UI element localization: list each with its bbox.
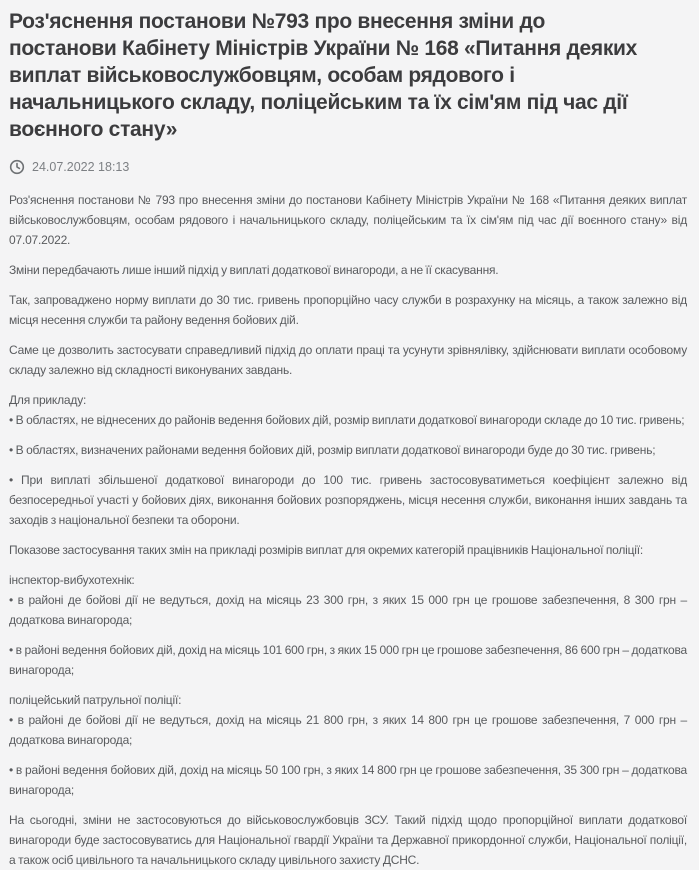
bullet-patrol-no-combat: • в районі де бойові дії не ведуться, дохід на місяць 21 800 грн, з яких 14 800 грн це грошове забезпечення, 7 000 грн – додаткова винагорода; bbox=[9, 713, 687, 747]
publish-meta bbox=[9, 159, 687, 175]
publish-date: 24.07.2022 18:13 bbox=[32, 160, 130, 174]
paragraph-changes: Зміни передбачають лише інший підхід у виплаті додаткової винагороди, а не її скасування. bbox=[9, 263, 499, 277]
bullet-oblast-no-combat-10k: • В областях, не віднесених до районів ведення бойових дій, розмір виплати додаткової винагороди складе до 10 тис. гривень; bbox=[9, 413, 685, 427]
paragraph-police-examples: Показове застосування таких змін на прикладі розмірів виплат для окремих категорій працівників Національної поліції: bbox=[9, 543, 644, 557]
paragraph-fair-approach: Саме це дозволить застосувати справедливий підхід до оплати праці та усунути зрівнялівку, здійснювати виплати особовому складу залежно від складності виконуваних завдань. bbox=[9, 343, 687, 377]
bullet-inspector-no-combat: • в районі де бойові дії не ведуться, дохід на місяць 23 300 грн, з яких 15 000 грн це грошове забезпечення, 8 300 грн – додаткова винагорода; bbox=[9, 593, 687, 627]
page-title: Роз'яснення постанови №793 про внесення зміни до постанови Кабінету Міністрів України № 168 «Питання деяких виплат військовослужбовцям, особам рядового і начальницького складу, поліцейським та їх сім'ям під час дії воєнного стану» bbox=[9, 10, 638, 141]
bullet-patrol-combat: • в районі ведення бойових дій, дохід на місяць 50 100 грн, з яких 14 800 грн це грошове забезпечення, 35 300 грн – додаткова винагорода; bbox=[9, 763, 687, 797]
label-inspector: інспектор-вибухотехнік: bbox=[9, 573, 135, 587]
bullet-inspector-combat: • в районі ведення бойових дій, дохід на місяць 101 600 грн, з яких 15 000 грн це грошове забезпечення, 86 600 грн – додаткова винагорода; bbox=[9, 643, 687, 677]
paragraph-lead: Роз'яснення постанови № 793 про внесення зміни до постанови Кабінету Міністрів України № 168 «Питання деяких виплат військовослужбовцям, особам рядового і начальницького складу, поліцейським та їх сім'ям під час дії воєнного стану» від 07.07.2022. bbox=[9, 193, 687, 247]
article-body bbox=[9, 190, 687, 870]
paragraph-final: На сьогодні, зміни не застосовуються до військовослужбовців ЗСУ. Такий підхід щодо пропорційної виплати додаткової винагороди буде застосовуватись для Національної гвардії України та Державної прикордонної служби, Національної поліції, а також осіб цивільного та начальницького складу цивільного захисту ДСНС. bbox=[9, 813, 687, 867]
bullet-100k-coefficient: • При виплаті збільшеної додаткової винагороди до 100 тис. гривень застосовуватиметься коефіцієнт залежно від безпосередньої участі у бойових діях, виконання бойових розпоряджень, місця несення служби, виконання інших завдань та заходів з національної безпеки та оборони. bbox=[9, 473, 687, 527]
bullet-oblast-combat-30k: • В областях, визначених районами ведення бойових дій, розмір виплати додаткової винагороди буде до 30 тис. гривень; bbox=[9, 443, 656, 457]
clock-icon bbox=[9, 159, 25, 175]
examples-label: Для прикладу: bbox=[9, 393, 87, 407]
label-patrol-officer: поліцейський патрульної поліції: bbox=[9, 693, 182, 707]
paragraph-payment-norm: Так, запроваджено норму виплати до 30 тис. гривень пропорційно часу служби в розрахунку на місяць, а також залежно від місця несення служби та району ведення бойових дій. bbox=[9, 293, 687, 327]
